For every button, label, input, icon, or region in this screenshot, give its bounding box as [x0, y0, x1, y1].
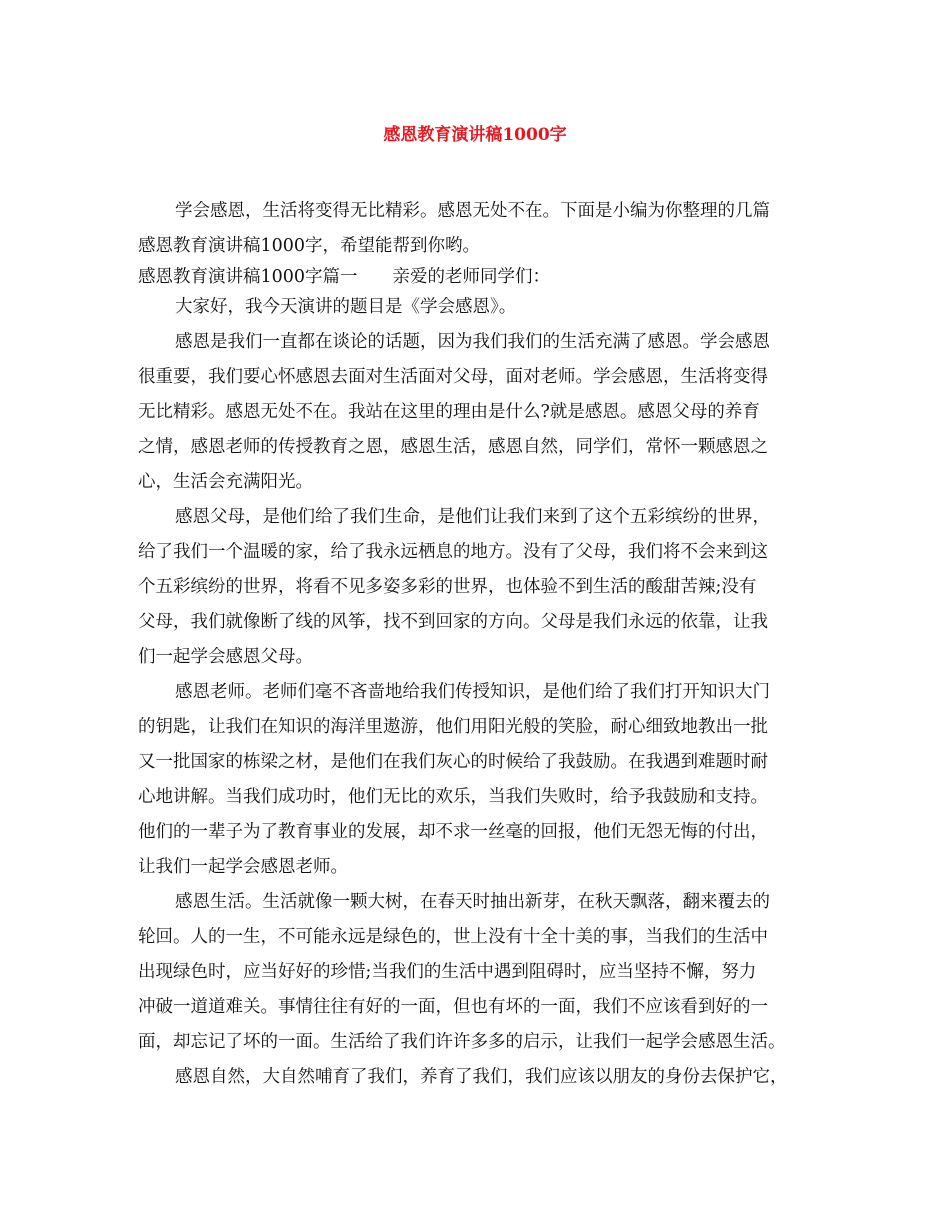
- paragraph-line: 感恩老师。老师们毫不吝啬地给我们传授知识，是他们给了我们打开知识大门: [175, 682, 770, 702]
- paragraph-line: 面，却忘记了坏的一面。生活给了我们许许多多的启示，让我们一起学会感恩生活。: [138, 1032, 786, 1052]
- paragraph-line: 冲破一道道难关。事情往往有好的一面，但也有坏的一面，我们不应该看到好的一: [138, 997, 768, 1017]
- paragraph-line: 感恩是我们一直都在谈论的话题，因为我们我们的生活充满了感恩。学会感恩: [175, 332, 770, 352]
- paragraph-line: 很重要，我们要心怀感恩去面对生活面对父母，面对老师。学会感恩，生活将变得: [138, 367, 768, 387]
- paragraph-line: 让我们一起学会感恩老师。: [138, 857, 348, 877]
- paragraph-line: 给了我们一个温暖的家，给了我永远栖息的地方。没有了父母，我们将不会来到这: [138, 542, 768, 562]
- paragraph-line: 出现绿色时，应当好好的珍惜;当我们的生活中遇到阻碍时，应当坚持不懈，努力: [138, 962, 757, 982]
- paragraph-line: 个五彩缤纷的世界，将看不见多姿多彩的世界，也体验不到生活的酸甜苦辣;没有: [138, 577, 757, 597]
- paragraph-line: 又一批国家的栋梁之材，是他们在我们灰心的时候给了我鼓励。在我遇到难题时耐: [138, 752, 768, 772]
- paragraph-line: 心，生活会充满阳光。: [138, 472, 313, 492]
- paragraph-line: 父母，我们就像断了线的风筝，找不到回家的方向。父母是我们永远的依靠，让我: [138, 612, 768, 632]
- paragraph-line: 大家好，我今天演讲的题目是《学会感恩》。: [175, 297, 517, 317]
- paragraph-line: 学会感恩，生活将变得无比精彩。感恩无处不在。下面是小编为你整理的几篇: [175, 201, 770, 221]
- paragraph-line: 感恩父母，是他们给了我们生命，是他们让我们来到了这个五彩缤纷的世界，: [175, 507, 770, 527]
- document-body: [138, 194, 818, 1095]
- paragraph-line: 们一起学会感恩父母。: [138, 647, 313, 667]
- paragraph-line: 无比精彩。感恩无处不在。我站在这里的理由是什么?就是感恩。感恩父母的养育: [138, 402, 760, 422]
- section-heading-line: 感恩教育演讲稿1000字篇一 亲爱的老师同学们：: [138, 267, 551, 287]
- paragraph-line: 心地讲解。当我们成功时，他们无比的欢乐，当我们失败时，给予我鼓励和支持。: [138, 787, 768, 807]
- paragraph-line: 感恩教育演讲稿1000字，希望能帮到你哟。: [138, 236, 481, 256]
- paragraph-line: 感恩自然，大自然哺育了我们，养育了我们，我们应该以朋友的身份去保护它，: [175, 1067, 788, 1087]
- paragraph-line: 他们的一辈子为了教育事业的发展，却不求一丝毫的回报，他们无怨无悔的付出，: [138, 822, 768, 842]
- paragraph-line: 的钥匙，让我们在知识的海洋里遨游，他们用阳光般的笑脸，耐心细致地教出一批: [138, 717, 768, 737]
- document-title: 感恩教育演讲稿1000字: [383, 125, 567, 145]
- paragraph-line: 轮回。人的一生，不可能永远是绿色的，世上没有十全十美的事，当我们的生活中: [138, 927, 768, 947]
- paragraph-line: 之情，感恩老师的传授教育之恩，感恩生活，感恩自然，同学们，常怀一颗感恩之: [138, 437, 768, 457]
- paragraph-line: 感恩生活。生活就像一颗大树，在春天时抽出新芽，在秋天飘落，翻来覆去的: [175, 892, 770, 912]
